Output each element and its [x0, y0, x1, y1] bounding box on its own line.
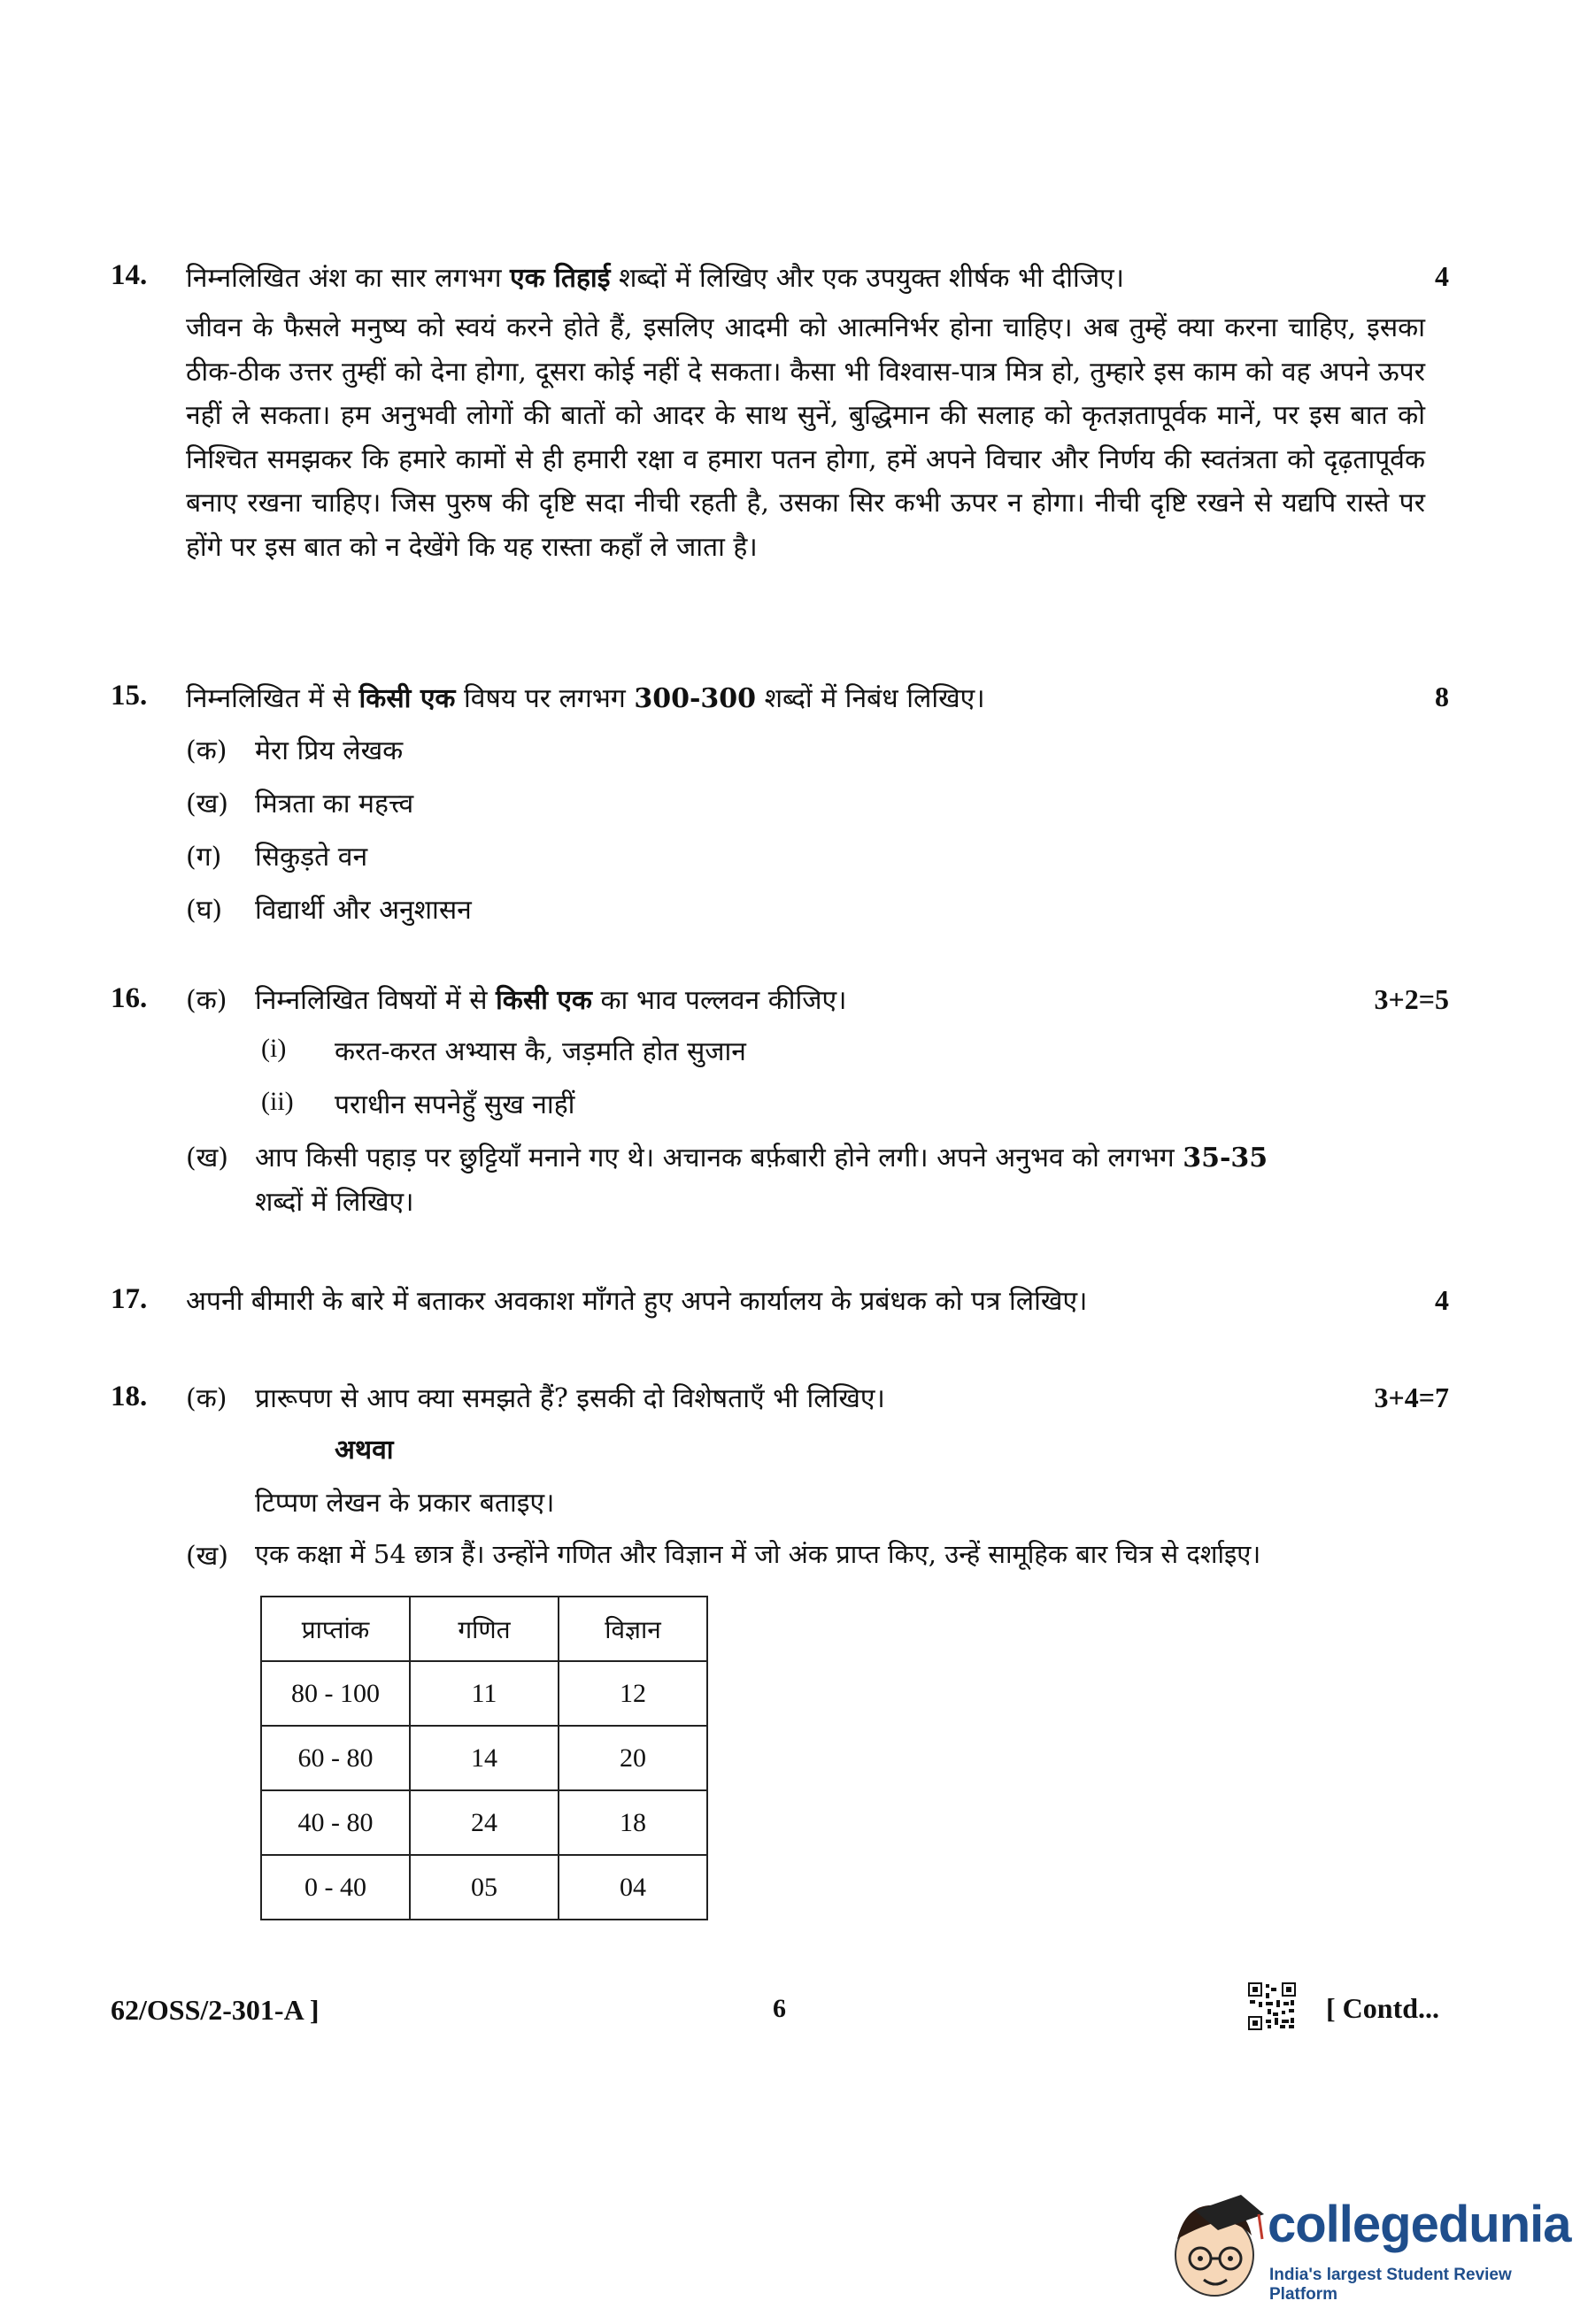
q18b-text: एक कक्षा में 54 छात्र हैं। उन्होंने गणित और विज्ञान में जो अंक प्राप्त किए, उन्हें सामूहिक बार चित्र से दर्शाइए।	[255, 1539, 1261, 1569]
table-row	[261, 1855, 707, 1920]
q15-option-text: मेरा प्रिय लेखक	[255, 735, 404, 766]
q16-marks: 3+2=5	[1374, 983, 1449, 1015]
qr-code-icon	[1246, 1981, 1298, 2032]
q17-number: 17.	[111, 1283, 148, 1315]
table-header-cell: प्राप्तांक	[261, 1597, 410, 1661]
q16-sub-label: (i)	[261, 1034, 287, 1063]
page-number: 6	[773, 1994, 786, 2023]
q15-marks: 8	[1435, 681, 1449, 712]
q16b-label: (ख)	[186, 1143, 228, 1174]
q18a-label: (क)	[186, 1383, 227, 1414]
q17-marks: 4	[1435, 1284, 1449, 1316]
table-cell: 18	[559, 1790, 707, 1855]
q15-number: 15.	[111, 680, 148, 712]
table-cell: 05	[410, 1855, 559, 1920]
table-header-row	[261, 1597, 707, 1661]
brand-name: collegedunia	[1268, 2196, 1571, 2253]
q18-or: अथवा	[335, 1435, 394, 1466]
q16a-instruction: निम्नलिखित विषयों में से किसी एक का भाव पल्लवन कीजिए।	[255, 985, 847, 1016]
table-row	[261, 1726, 707, 1790]
q15-option-label: (ग)	[186, 842, 222, 873]
q17-text: अपनी बीमारी के बारे में बताकर अवकाश माँगते हुए अपने कार्यालय के प्रबंधक को पत्र लिखिए।	[186, 1286, 1088, 1317]
table-row	[261, 1661, 707, 1726]
q16-sub-text: पराधीन सपनेहुँ सुख नाहीं	[335, 1089, 575, 1120]
q16-sub-label: (ii)	[261, 1087, 294, 1116]
table-row	[261, 1790, 707, 1855]
q15-option-text: विद्यार्थी और अनुशासन	[255, 895, 472, 926]
q16b-line2: शब्दों में लिखिए।	[255, 1187, 414, 1218]
table-header-cell: विज्ञान	[559, 1597, 707, 1661]
table-cell: 11	[410, 1661, 559, 1726]
q15-option-label: (क)	[186, 735, 227, 766]
table-cell: 60 - 80	[261, 1726, 410, 1790]
table-cell: 80 - 100	[261, 1661, 410, 1726]
q15-option-label: (ख)	[186, 789, 228, 820]
q15-option-label: (घ)	[186, 895, 223, 926]
marks-table	[260, 1596, 708, 1920]
q18-alt-text: टिप्पण लेखन के प्रकार बताइए।	[255, 1488, 555, 1519]
continued-marker: [ Contd...	[1326, 1992, 1440, 2024]
table-cell: 04	[559, 1855, 707, 1920]
q14-instruction: निम्नलिखित अंश का सार लगभग एक तिहाई शब्दों में लिखिए और एक उपयुक्त शीर्षक भी दीजिए।	[186, 263, 1125, 294]
q18-marks: 3+4=7	[1374, 1381, 1449, 1413]
table-cell: 0 - 40	[261, 1855, 410, 1920]
q15-option-text: सिकुड़ते वन	[255, 842, 368, 873]
q15-option-text: मित्रता का महत्त्व	[255, 789, 414, 820]
table-cell: 24	[410, 1790, 559, 1855]
paper-code: 62/OSS/2-301-A ]	[111, 1994, 320, 2026]
table-header-cell: गणित	[410, 1597, 559, 1661]
q15-instruction: निम्नलिखित में से किसी एक विषय पर लगभग 300-300 शब्दों में निबंध लिखिए।	[186, 683, 985, 714]
q18a-text: प्रारूपण से आप क्या समझते हैं? इसकी दो विशेषताएँ भी लिखिए।	[255, 1383, 885, 1414]
q14-passage: जीवन के फैसले मनुष्य को स्वयं करने होते हैं, इसलिए आदमी को आत्मनिर्भर होना चाहिए। अब तुम्हें क्या करना चाहिए, इसका ठीक-ठीक उत्तर तुम्हीं को देना होगा, दूसरा कोई नहीं दे सकता। कैसा भी विश्वास-पात्र मित्र हो, तुम्हारे इस काम को वह अपने ऊपर नहीं ले सकता। हम अनुभवी लोगों की बातों को आदर के साथ सुनें, बुद्धिमान की सलाह को कृतज्ञतापूर्वक मानें, पर इस बात को निश्चित समझकर कि हमारे कामों से ही हमारी रक्षा व हमारा पतन होगा, हमें अपने विचार और निर्णय की स्वतंत्रता को दृढ़तापूर्वक बनाए रखना चाहिए। जिस पुरुष की दृष्टि सदा नीची रहती है, उसका सिर कभी ऊपर न होगा। नीची दृष्टि रखने से यद्यपि रास्ते पर होंगे पर इस बात को न देखेंगे कि यह रास्ता कहाँ ले जाता है।	[186, 312, 1425, 563]
q16a-label: (क)	[186, 985, 227, 1016]
table-cell: 40 - 80	[261, 1790, 410, 1855]
q14-number: 14.	[111, 259, 148, 291]
brand-tagline: India's largest Student Review Platform	[1269, 2266, 1512, 2304]
table-cell: 20	[559, 1726, 707, 1790]
q16-number: 16.	[111, 982, 148, 1014]
table-cell: 14	[410, 1726, 559, 1790]
q18b-label: (ख)	[186, 1541, 228, 1572]
q16-sub-text: करत-करत अभ्यास कै, जड़मति होत सुजान	[335, 1036, 746, 1067]
table-cell: 12	[559, 1661, 707, 1726]
q16b-line1: आप किसी पहाड़ पर छुट्टियाँ मनाने गए थे। अचानक बर्फ़बारी होने लगी। अपने अनुभव को लगभग 35-35	[255, 1143, 1268, 1174]
q18-number: 18.	[111, 1381, 148, 1412]
q14-marks: 4	[1435, 260, 1449, 292]
